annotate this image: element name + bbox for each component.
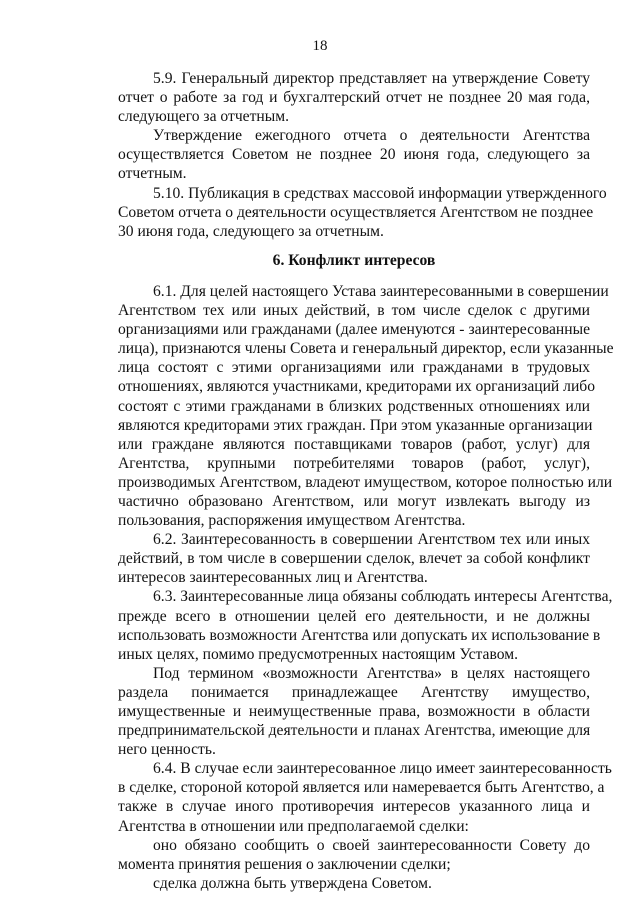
text-line: Советом отчета о деятельности осуществляется Агентством не позднее	[118, 203, 594, 221]
text-line: 5.10. Публикация в средствах массовой информации утвержденного	[153, 184, 607, 202]
paragraph	[118, 126, 590, 183]
paragraph	[118, 69, 590, 126]
text-line: являются кредиторами этих граждан. При этом указанные организации	[118, 416, 593, 434]
text-line: пользования, распоряжения имуществом Агентства.	[118, 512, 466, 530]
text-line: или граждане являются поставщиками товаров (работ, услуг) для	[118, 435, 590, 453]
text-line: состоят с этими гражданами в близких родственных отношениях или	[118, 397, 590, 415]
document-body	[118, 69, 614, 893]
section-5	[118, 69, 607, 241]
text-line: него ценность.	[118, 741, 216, 759]
paragraph	[118, 530, 590, 587]
text-line: производимых Агентством, владеют имуществом, которое полностью или	[118, 473, 613, 491]
text-line: раздела понимается принадлежащее Агентству имущество,	[118, 683, 590, 701]
text-line: также в случае иного противоречия интересов указанного лица и	[118, 798, 590, 816]
paragraph	[118, 587, 613, 663]
text-line: частично образовано Агентством, или могут извлекать выгоду из	[118, 492, 590, 510]
text-line: использовать возможности Агентства или допускать их использование в	[118, 626, 601, 644]
page-number: 18	[312, 38, 328, 54]
section-6	[118, 282, 614, 893]
section-heading: 6. Конфликт интересов	[272, 251, 436, 269]
text-line: лица), признаются члены Совета и генеральный директор, если указанные	[118, 340, 614, 358]
text-line: Под термином «возможности Агентства» в целях настоящего	[153, 664, 590, 682]
text-line: Агентства в отношении или предполагаемой сделки:	[118, 817, 469, 835]
text-line: оно обязано сообщить о своей заинтересованности Совету до	[153, 836, 590, 854]
text-line: 30 июня года, следующего за отчетным.	[118, 222, 384, 240]
text-line: интересов заинтересованных лиц и Агентства.	[118, 569, 428, 587]
paragraph	[118, 759, 612, 835]
text-line: 6.1. Для целей настоящего Устава заинтересованными в совершении	[153, 282, 609, 300]
paragraph	[118, 874, 590, 893]
text-line: 6.2. Заинтересованность в совершении Агентством тех или иных	[153, 531, 590, 549]
text-line: Агентством тех или иных действий, в том числе сделок с другими	[118, 302, 590, 320]
text-line: 6.3. Заинтересованные лица обязаны соблюдать интересы Агентства,	[153, 588, 613, 606]
text-line: отчет о работе за год и бухгалтерский отчет не позднее 20 мая года,	[118, 89, 590, 107]
text-line: иных целях, помимо предусмотренных настоящим Уставом.	[118, 645, 518, 663]
paragraph	[118, 836, 590, 874]
text-line: момента принятия решения о заключении сделки;	[118, 855, 451, 873]
text-line: прежде всего в отношении целей его деятельности, и не должны	[118, 607, 590, 625]
text-line: отношениях, являются участниками, кредиторами их организаций либо	[118, 378, 596, 396]
text-line: имущественные и неимущественные права, возможности в области	[118, 703, 590, 720]
paragraph	[118, 184, 607, 241]
text-line: Агентства, крупными потребителями товаров (работ, услуг),	[118, 454, 590, 472]
paragraph	[118, 282, 614, 530]
text-line: Утверждение ежегодного отчета о деятельности Агентства	[153, 127, 590, 145]
text-line: предпринимательской деятельности и планах Агентства, имеющие для	[118, 722, 591, 740]
text-line: следующего за отчетным.	[118, 108, 289, 126]
paragraph	[118, 664, 590, 759]
text-line: в сделке, стороной которой является или намеревается быть Агентство, а	[118, 779, 605, 797]
text-line: сделка должна быть утверждена Советом.	[153, 874, 432, 892]
text-line: 6.4. В случае если заинтересованное лицо имеет заинтересованность	[153, 760, 612, 778]
text-line: отчетным.	[118, 165, 187, 183]
text-line: действий, в том числе в совершении сделок, влечет за собой конфликт	[118, 550, 590, 568]
text-line: лица состоят с этими организациями или гражданами в трудовых	[118, 359, 590, 377]
text-line: 5.9. Генеральный директор представляет на утверждение Совету	[153, 70, 590, 87]
text-line: осуществляется Советом не позднее 20 июня года, следующего за	[118, 146, 590, 164]
text-line: организациями или гражданами (далее именуются - заинтересованные	[118, 321, 590, 339]
